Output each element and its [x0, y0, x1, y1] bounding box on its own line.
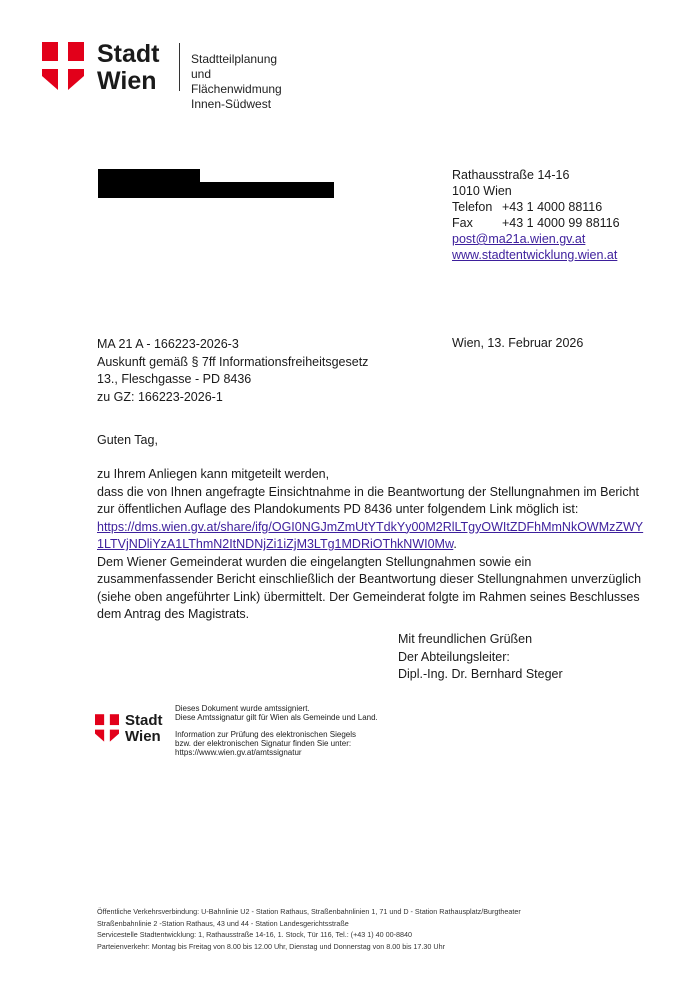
logo-wordmark-wien: Wien	[97, 67, 157, 95]
greeting: Guten Tag,	[97, 433, 158, 447]
closing-salutation: Mit freundlichen Grüßen	[398, 632, 533, 646]
signature-notice: Dieses Dokument wurde amtssigniert. Diese Amtssignatur gilt für Wien als Gemeinde und Land. Information zur Prüfung des elektronischen Siegels bzw. der elektronischen Signatur finden Sie unter: https://www.wien.gv.at/amtssignatur	[175, 704, 378, 757]
page-footer	[97, 906, 521, 952]
footer-tram: Straßenbahnlinie 2 -Station Rathaus, 43 und 44 - Station Landesgerichtsstraße	[97, 918, 349, 928]
body-paragraph-1: dass die von Ihnen angefragte Einsichtnahme in die Beantwortung der Stellungnahmen im Bericht zur öffentlichen Auflage des Plandokuments PD 8436 unter folgendem Link möglich ist:	[97, 484, 640, 516]
body-intro: zu Ihrem Anliegen kann mitgeteilt werden,	[97, 467, 330, 481]
logo-divider	[179, 43, 180, 91]
email-link[interactable]: post@ma21a.wien.gv.at	[452, 232, 586, 246]
body-paragraph-2: Dem Wiener Gemeinderat wurden die eingelangten Stellungnahmen sowie ein zusammenfassender Bericht einschließlich der Beantwortung dieser Stellungnahmen unverzüglich (siehe oben angeführter Link) übermittelt. Der Gemeinderat folgte im Rahmen seines Beschlusses dem Antrag des Magistrats.	[97, 554, 642, 621]
document-share-link[interactable]: https://dms.wien.gv.at/share/ifg/OGI0NGJmZmUtYTdkYy00M2RlLTgyOWItZDFhMmNkOWMzZWY1LTVjNDliYzA1LThmN2ItNDNjZi1iZjM3LTg1MDRiOThkNWI0Mw	[97, 519, 644, 551]
reference-location: 13., Fleschgasse - PD 8436	[97, 372, 252, 386]
reference-subject: Auskunft gemäß § 7ff Informationsfreiheitsgesetz	[97, 354, 369, 369]
address-city: 1010 Wien	[452, 184, 512, 198]
signature-url: https://www.wien.gv.at/amtssignatur	[175, 748, 302, 757]
wien-shield-icon	[42, 42, 84, 92]
address-fax: Fax +43 1 4000 99 88116	[452, 216, 620, 230]
footer-transport: Öffentliche Verkehrsverbindung: U-Bahnlinie U2 - Station Rathaus, Straßenbahnlinien 1, 71 und D - Station Rathausplatz/Burgtheater	[97, 907, 521, 916]
sender-address	[452, 167, 620, 263]
logo-wordmark-stadt: Stadt	[97, 40, 160, 68]
stadt-wien-logo	[42, 40, 302, 111]
address-phone: Telefon +43 1 4000 88116	[452, 200, 603, 214]
wien-shield-icon	[95, 714, 119, 743]
letter-body: zu Ihrem Anliegen kann mitgeteilt werden, dass die von Ihnen angefragte Einsichtnahme in die Beantwortung der Stellungnahmen im Bericht zur öffentlichen Auflage des Plandokuments PD 8436 unter folgendem Link möglich ist: https://dms.wien.gv.at/share/ifg/OGI0NGJmZmUtYTdkYy00M2RlLTgyOWItZDFhMmNkOWMzZWY1LTVjNDliYzA1LThmN2ItNDNjZi1iZjM3LTg1MDRiOThkNWI0Mw. Dem Wiener Gemeinderat wurden die eingelangten Stellungnahmen sowie ein zusammenfassender Bericht einschließlich der Beantwortung dieser Stellungnahmen unverzüglich (siehe oben angeführter Link) übermittelt. Der Gemeinderat folgte im Rahmen seines Beschlusses dem Antrag des Magistrats.	[97, 466, 645, 624]
reference-number: MA 21 A - 166223-2026-3	[97, 337, 239, 351]
reference-gz: zu GZ: 166223-2026-1	[97, 389, 223, 404]
redacted-recipient	[98, 169, 200, 183]
signature-wordmark-wien: Wien	[125, 728, 161, 745]
website-link[interactable]: www.stadtentwicklung.wien.at	[452, 248, 618, 262]
redacted-recipient-address	[98, 182, 334, 198]
footer-hours: Parteienverkehr: Montag bis Freitag von 8.00 bis 12.00 Uhr, Dienstag und Donnerstag von 8.00 bis 17.30 Uhr	[97, 941, 445, 951]
letter-date: Wien, 13. Februar 2026	[452, 336, 584, 350]
closing-role: Der Abteilungsleiter:	[398, 649, 510, 664]
closing-signatory: Dipl.-Ing. Dr. Bernhard Steger	[398, 667, 563, 681]
footer-service: Servicestelle Stadtentwicklung: 1, Rathausstraße 14-16, 1. Stock, Tür 116, Tel.: (+43 1) 40 00-8840	[97, 930, 413, 939]
signature-wordmark-stadt: Stadt	[125, 712, 163, 729]
closing-block	[398, 631, 563, 684]
address-street: Rathausstraße 14-16	[452, 168, 570, 182]
reference-block	[97, 336, 368, 406]
department-name: Stadtteilplanung und Flächenwidmung Innen-Südwest	[191, 52, 282, 111]
signature-logo	[95, 713, 175, 747]
